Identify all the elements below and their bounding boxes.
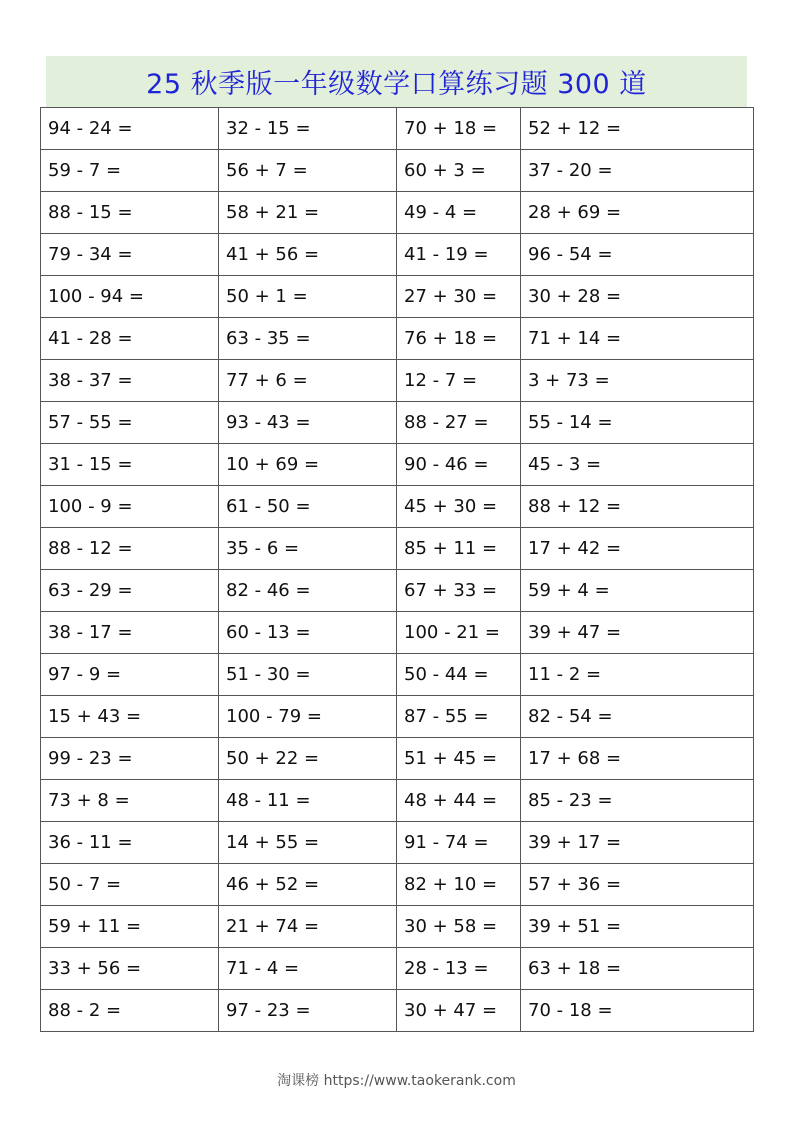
problem-cell: 10 + 69 = [219,444,397,486]
problem-cell: 31 - 15 = [41,444,219,486]
problem-cell: 30 + 58 = [397,906,521,948]
footer-source: 淘课榜 https://www.taokerank.com [277,1073,516,1089]
table-row [41,402,754,444]
problem-cell: 32 - 15 = [219,108,397,150]
problem-cell: 12 - 7 = [397,360,521,402]
problem-cell: 60 - 13 = [219,612,397,654]
problem-cell: 50 - 44 = [397,654,521,696]
table-row [41,486,754,528]
problem-cell: 91 - 74 = [397,822,521,864]
problem-cell: 88 - 27 = [397,402,521,444]
problem-cell: 50 - 7 = [41,864,219,906]
table-row [41,276,754,318]
problem-cell: 59 + 4 = [521,570,754,612]
problem-cell: 88 + 12 = [521,486,754,528]
table-row [41,948,754,990]
problem-cell: 39 + 51 = [521,906,754,948]
problem-cell: 82 - 54 = [521,696,754,738]
problem-cell: 96 - 54 = [521,234,754,276]
problem-cell: 17 + 42 = [521,528,754,570]
problem-cell: 36 - 11 = [41,822,219,864]
problem-cell: 100 - 94 = [41,276,219,318]
table-row [41,822,754,864]
problem-cell: 59 + 11 = [41,906,219,948]
problem-cell: 28 + 69 = [521,192,754,234]
problem-cell: 3 + 73 = [521,360,754,402]
problem-cell: 46 + 52 = [219,864,397,906]
table-row [41,234,754,276]
problem-cell: 52 + 12 = [521,108,754,150]
table-row [41,654,754,696]
problem-cell: 60 + 3 = [397,150,521,192]
problem-cell: 77 + 6 = [219,360,397,402]
problem-cell: 85 - 23 = [521,780,754,822]
problem-cell: 38 - 17 = [41,612,219,654]
problem-cell: 59 - 7 = [41,150,219,192]
problem-cell: 67 + 33 = [397,570,521,612]
table-row [41,990,754,1032]
problem-cell: 100 - 79 = [219,696,397,738]
table-row [41,780,754,822]
problem-cell: 63 - 29 = [41,570,219,612]
problem-cell: 21 + 74 = [219,906,397,948]
problem-cell: 33 + 56 = [41,948,219,990]
title-banner [46,56,747,107]
problem-cell: 71 + 14 = [521,318,754,360]
problem-cell: 100 - 21 = [397,612,521,654]
problem-cell: 30 + 47 = [397,990,521,1032]
problem-cell: 97 - 9 = [41,654,219,696]
exercise-table [40,107,754,1032]
problem-cell: 37 - 20 = [521,150,754,192]
problem-cell: 35 - 6 = [219,528,397,570]
problem-cell: 70 + 18 = [397,108,521,150]
problem-cell: 39 + 47 = [521,612,754,654]
problem-cell: 99 - 23 = [41,738,219,780]
problem-cell: 61 - 50 = [219,486,397,528]
problem-cell: 71 - 4 = [219,948,397,990]
problem-cell: 88 - 2 = [41,990,219,1032]
problem-cell: 93 - 43 = [219,402,397,444]
problem-cell: 58 + 21 = [219,192,397,234]
problem-cell: 56 + 7 = [219,150,397,192]
problem-cell: 55 - 14 = [521,402,754,444]
problem-cell: 94 - 24 = [41,108,219,150]
exercise-table-body [41,108,754,1032]
problem-cell: 41 - 19 = [397,234,521,276]
problem-cell: 30 + 28 = [521,276,754,318]
problem-cell: 82 - 46 = [219,570,397,612]
table-row [41,150,754,192]
table-row [41,528,754,570]
table-row [41,360,754,402]
problem-cell: 41 - 28 = [41,318,219,360]
problem-cell: 76 + 18 = [397,318,521,360]
problem-cell: 48 + 44 = [397,780,521,822]
table-row [41,864,754,906]
problem-cell: 79 - 34 = [41,234,219,276]
problem-cell: 14 + 55 = [219,822,397,864]
problem-cell: 27 + 30 = [397,276,521,318]
problem-cell: 51 - 30 = [219,654,397,696]
problem-cell: 11 - 2 = [521,654,754,696]
problem-cell: 45 + 30 = [397,486,521,528]
problem-cell: 15 + 43 = [41,696,219,738]
table-row [41,738,754,780]
table-row [41,570,754,612]
table-row [41,612,754,654]
problem-cell: 50 + 1 = [219,276,397,318]
problem-cell: 100 - 9 = [41,486,219,528]
problem-cell: 85 + 11 = [397,528,521,570]
problem-cell: 57 + 36 = [521,864,754,906]
table-row [41,108,754,150]
problem-cell: 88 - 12 = [41,528,219,570]
problem-cell: 90 - 46 = [397,444,521,486]
problem-cell: 57 - 55 = [41,402,219,444]
problem-cell: 45 - 3 = [521,444,754,486]
problem-cell: 51 + 45 = [397,738,521,780]
problem-cell: 17 + 68 = [521,738,754,780]
problem-cell: 38 - 37 = [41,360,219,402]
table-row [41,906,754,948]
problem-cell: 63 + 18 = [521,948,754,990]
problem-cell: 82 + 10 = [397,864,521,906]
table-row [41,192,754,234]
problem-cell: 50 + 22 = [219,738,397,780]
problem-cell: 49 - 4 = [397,192,521,234]
problem-cell: 48 - 11 = [219,780,397,822]
problem-cell: 41 + 56 = [219,234,397,276]
table-row [41,444,754,486]
problem-cell: 97 - 23 = [219,990,397,1032]
table-row [41,318,754,360]
problem-cell: 87 - 55 = [397,696,521,738]
problem-cell: 88 - 15 = [41,192,219,234]
problem-cell: 39 + 17 = [521,822,754,864]
problem-cell: 63 - 35 = [219,318,397,360]
problem-cell: 70 - 18 = [521,990,754,1032]
problem-cell: 73 + 8 = [41,780,219,822]
page-title: 25 秋季版一年级数学口算练习题 300 道 [146,69,647,100]
problem-cell: 28 - 13 = [397,948,521,990]
table-row [41,696,754,738]
